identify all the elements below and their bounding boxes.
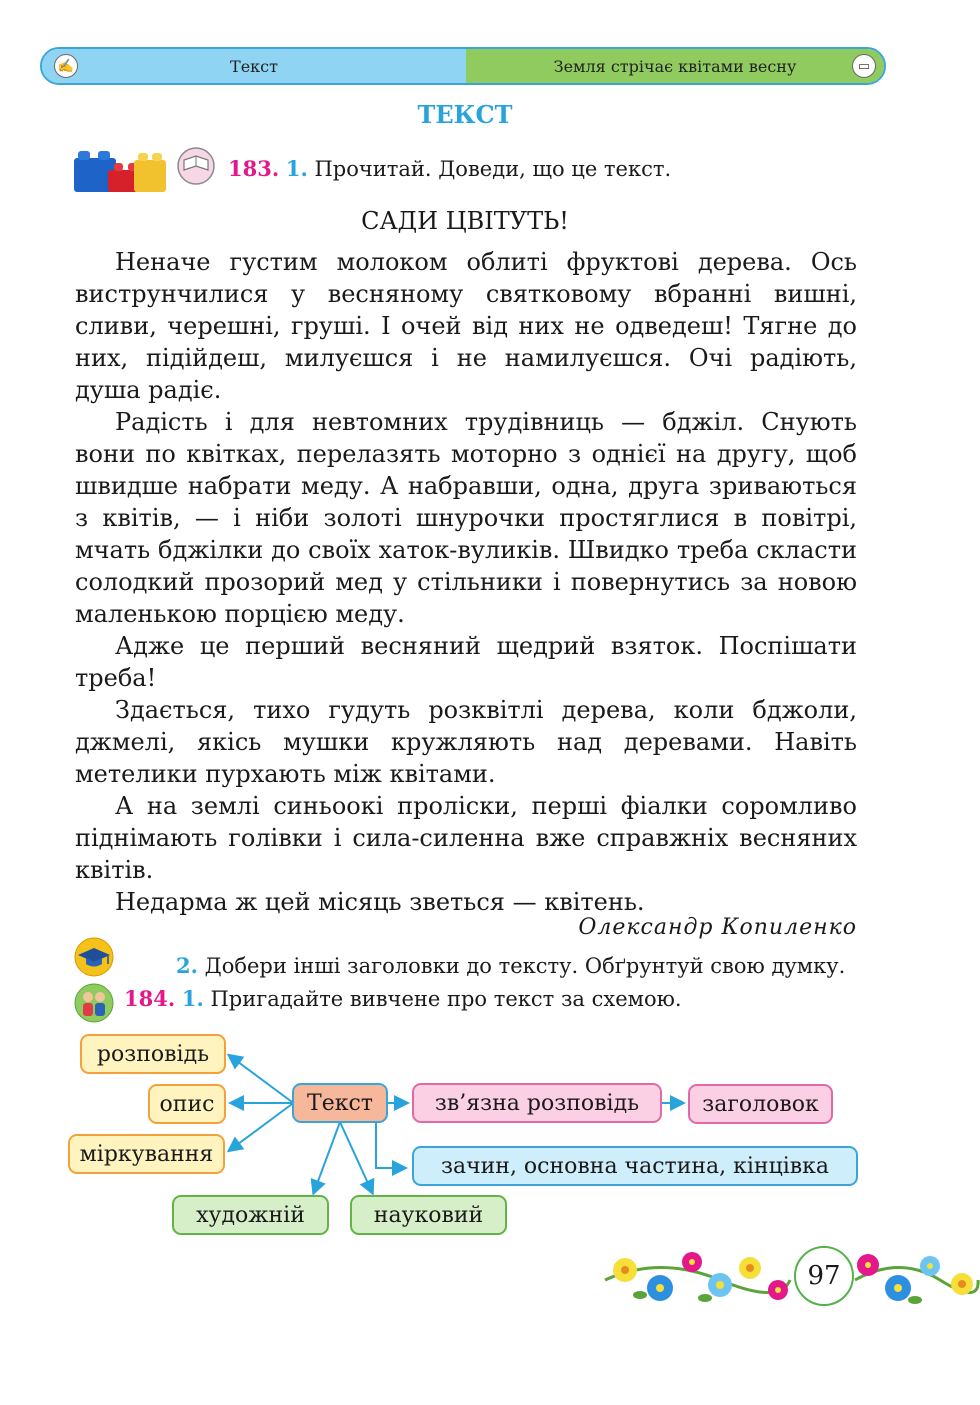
task-text: Добери інші заголовки до тексту. Обґрунтуй свою думку. <box>204 954 846 978</box>
exercise-instruction: Пригадайте вивчене про текст за схемою. <box>210 987 682 1011</box>
header-unit: Земля стрічає квітами весну <box>553 56 797 76</box>
diagram-box-text: Текст <box>292 1083 388 1123</box>
page-number: 97 <box>794 1246 854 1306</box>
exercise-number: 183. <box>228 156 280 181</box>
diagram-box-description: опис <box>148 1084 226 1124</box>
task-number: 1. <box>181 986 204 1011</box>
story-author: Олександр Копиленко <box>578 915 857 940</box>
flowers-decoration <box>600 1240 980 1315</box>
task-number: 2. <box>176 953 198 978</box>
book-icon: ▭ <box>852 54 876 78</box>
exercise-instruction: Прочитай. Доведи, що це текст. <box>314 157 672 181</box>
pen-icon: ✍ <box>54 54 78 78</box>
story-paragraph-3: Адже це перший весняний щедрий взяток. Поспішати треба! <box>75 632 857 692</box>
story-paragraph-5: А на землі синьоокі проліски, перші фіалки соромливо піднімають голівки і сила-силенна вже справжніх весняних квітів. <box>75 792 857 884</box>
diagram-box-title: заголовок <box>688 1084 833 1124</box>
story-title: САДИ ЦВІТУТЬ! <box>361 207 569 235</box>
story-paragraph-2: Радість і для невтомних трудівниць — бджіл. Снують вони по квітках, перелазять моторно з однієї на другу, щоб швидше набрати меду. А набравши, одна, друга зриваються з квітів, — і ніби золоті шнурочки простяглися в повітрі, мчать бджілки до своїх хаток-вуликів. Швидко треба скласти солодкий прозорий мед у стільники і повернутись за новою маленькою порцією меду. <box>75 408 857 628</box>
header-topic: Текст <box>230 56 278 76</box>
diagram-box-reasoning: міркування <box>68 1134 225 1174</box>
story-paragraph-6: Недарма ж цей місяць зветься — квітень. <box>115 888 645 916</box>
diagram-box-parts: зачин, основна частина, кінцівка <box>412 1146 858 1186</box>
diagram-box-coherent-story: зв’язна розповідь <box>412 1083 662 1123</box>
story-paragraph-4: Здається, тихо гудуть розквітлі дерева, коли бджоли, джмелі, якісь мушки кружляють над деревами. Навіть метелики пурхають між квітами. <box>75 696 857 788</box>
section-title: ТЕКСТ <box>417 100 513 129</box>
diagram-box-narrative: розповідь <box>80 1034 226 1074</box>
diagram-box-artistic: художній <box>172 1195 329 1235</box>
story-paragraph-1: Неначе густим молоком облиті фруктові дерева. Ось виструнчилися у весняному святковому вбранні вишні, сливи, черешні, груші. І очей від них не одведеш! Тягне до них, підійдеш, милуєшся і не намилуєшся. Очі радіють, душа радіє. <box>75 248 857 404</box>
diagram-box-scientific: науковий <box>350 1195 507 1235</box>
exercise-number: 184. <box>124 986 176 1011</box>
task-number: 1. <box>285 156 308 181</box>
